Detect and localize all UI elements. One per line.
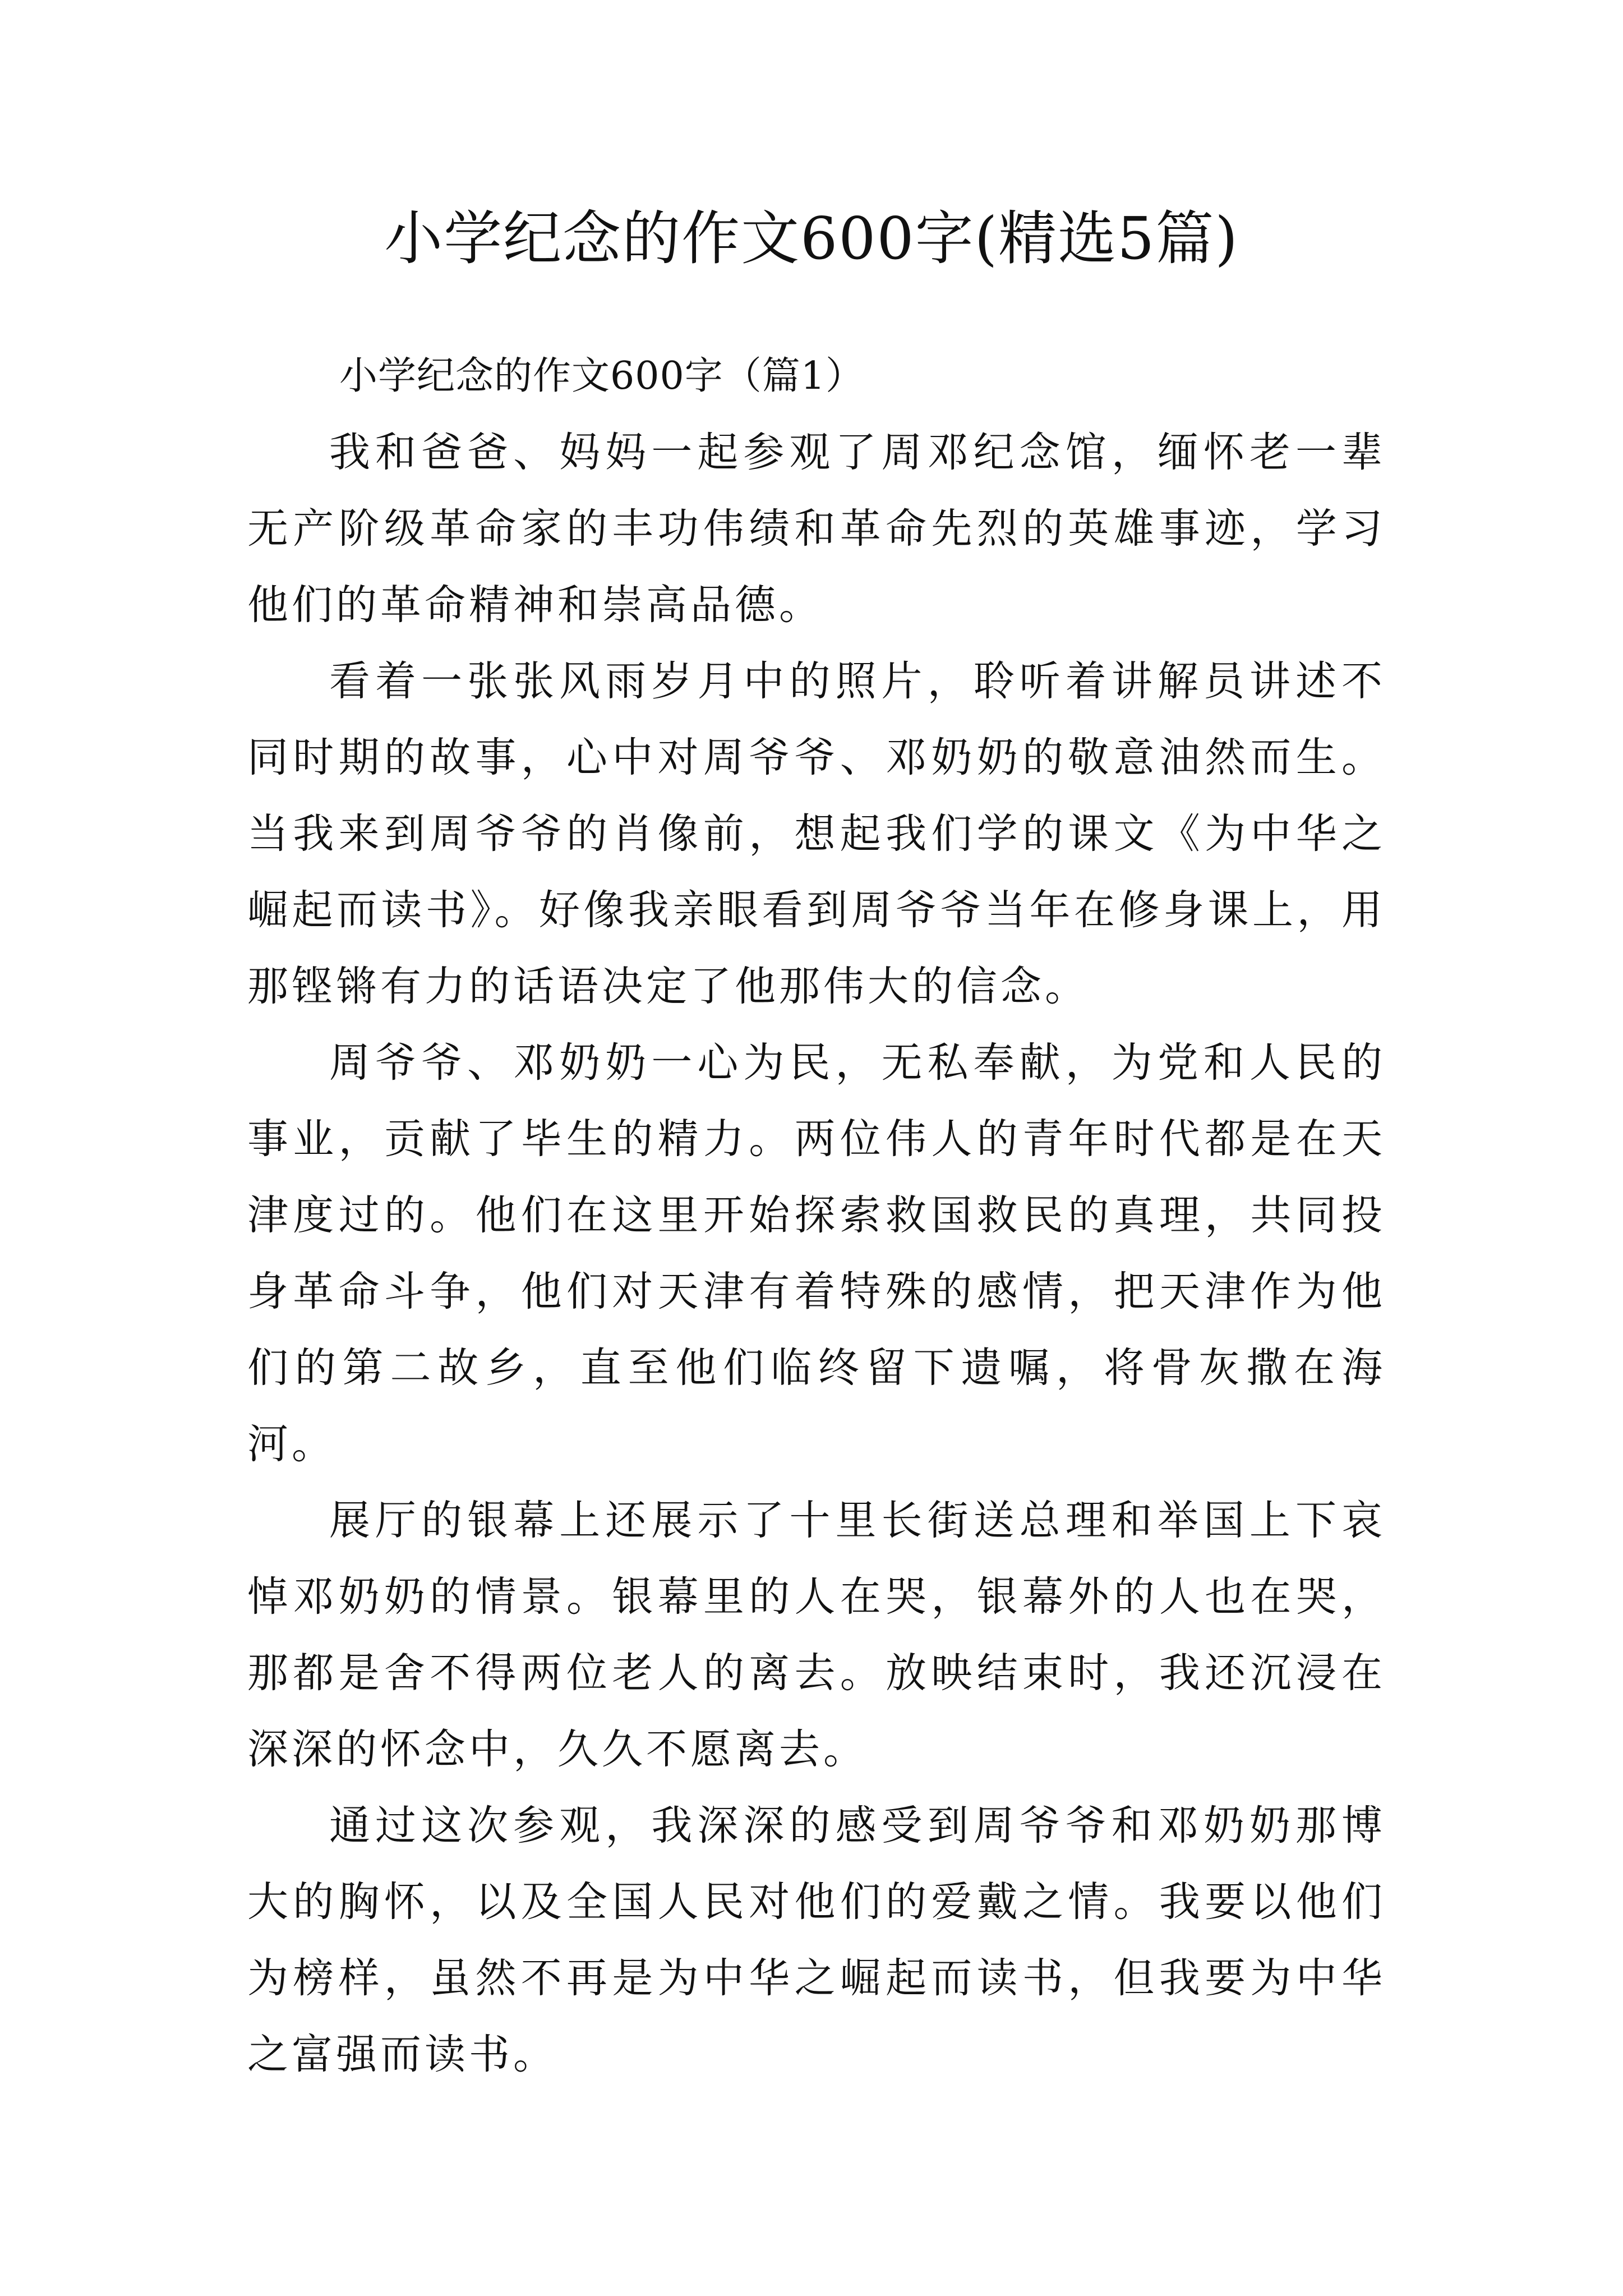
paragraph-2: 看着一张张风雨岁月中的照片，聆听着讲解员讲述不同时期的故事，心中对周爷爷、邓奶奶的敬意油然而生。当我来到周爷爷的肖像前，想起我们学的课文《为中华之崛起而读书》。好像我亲眼看到周爷爷当年在修身课上，用那铿锵有力的话语决定了他那伟大的信念。 bbox=[247, 657, 1386, 1010]
document-body bbox=[247, 338, 1386, 2093]
paragraph-5: 通过这次参观，我深深的感受到周爷爷和邓奶奶那博大的胸怀，以及全国人民对他们的爱戴之情。我要以他们为榜样，虽然不再是为中华之崛起而读书，但我要为中华之富强而读书。 bbox=[247, 1802, 1386, 2078]
document-title: 小学纪念的作文600字(精选5篇) bbox=[384, 204, 1239, 273]
section-heading: 小学纪念的作文600字（篇1） bbox=[339, 354, 865, 398]
paragraph-1: 我和爸爸、妈妈一起参观了周邓纪念馆，缅怀老一辈无产阶级革命家的丰功伟绩和革命先烈的英雄事迹，学习他们的革命精神和崇高品德。 bbox=[247, 429, 1386, 629]
paragraph-3: 周爷爷、邓奶奶一心为民，无私奉献，为党和人民的事业，贡献了毕生的精力。两位伟人的青年时代都是在天津度过的。他们在这里开始探索救国救民的真理，共同投身革命斗争，他们对天津有着特殊的感情，把天津作为他们的第二故乡，直至他们临终留下遗嘱，将骨灰撒在海河。 bbox=[247, 1039, 1386, 1468]
paragraph-4: 展厅的银幕上还展示了十里长街送总理和举国上下哀悼邓奶奶的情景。银幕里的人在哭，银幕外的人也在哭，那都是舍不得两位老人的离去。放映结束时，我还沉浸在深深的怀念中，久久不愿离去。 bbox=[247, 1497, 1386, 1773]
